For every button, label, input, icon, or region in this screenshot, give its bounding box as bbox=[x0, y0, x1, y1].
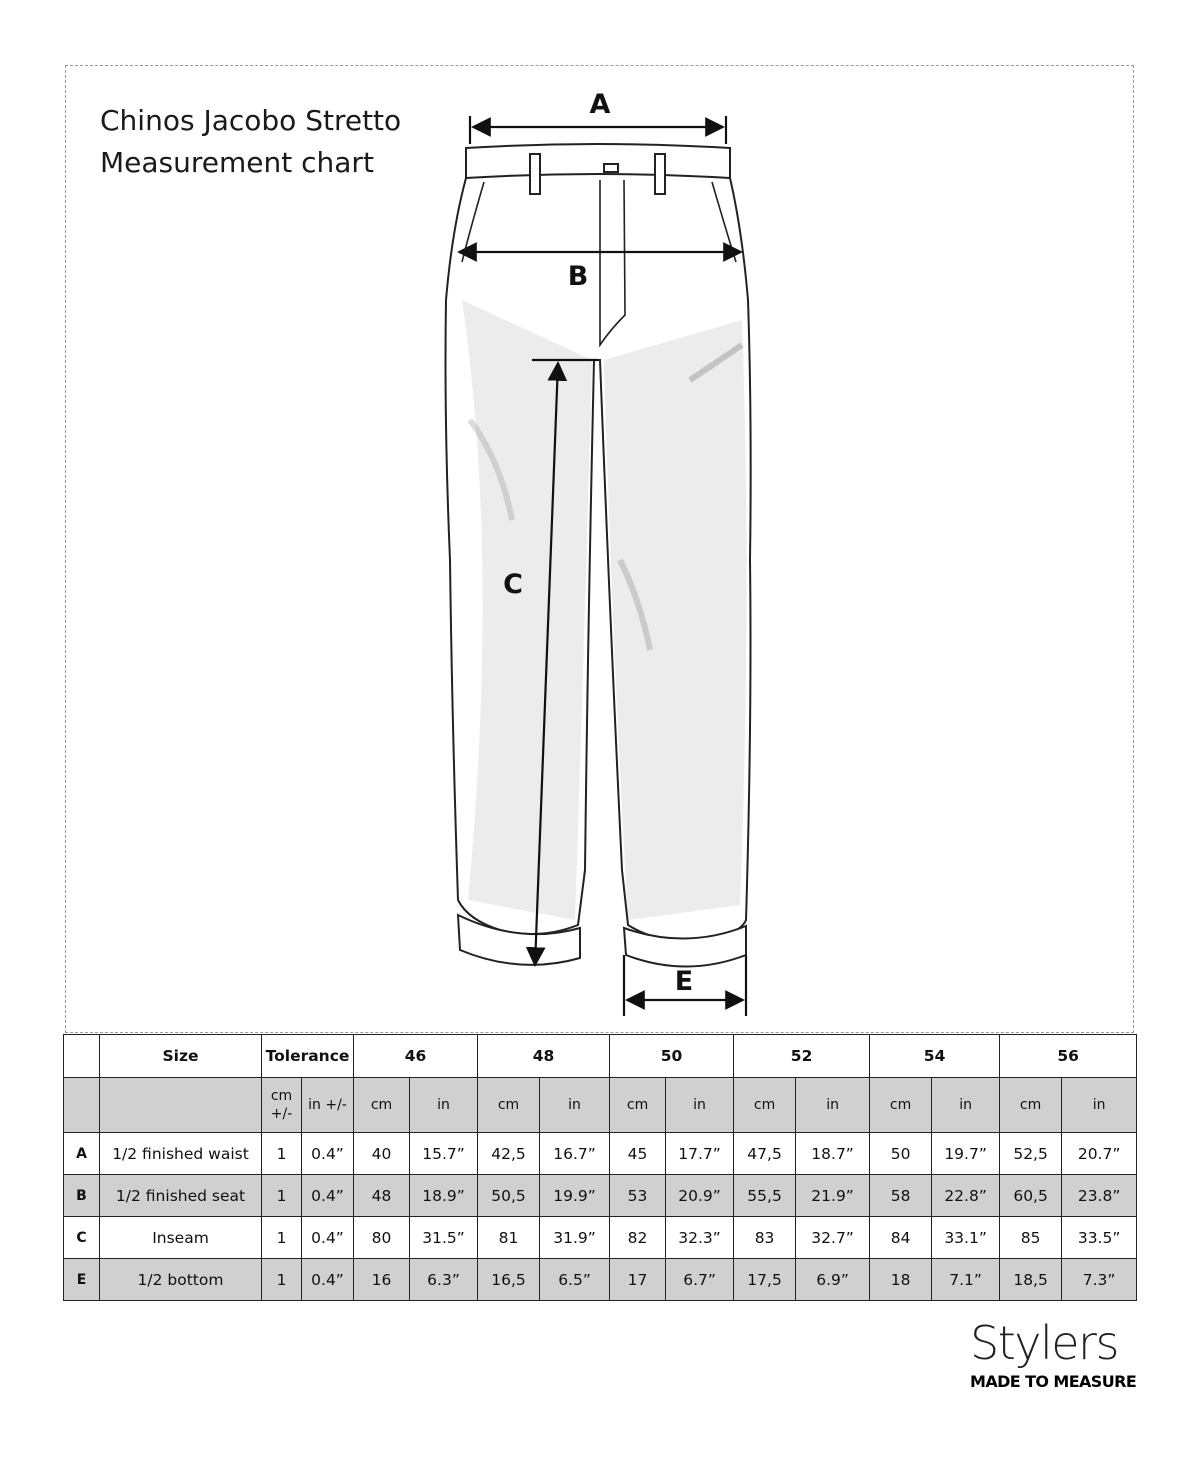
trousers-illustration bbox=[446, 144, 751, 967]
unit-in: in bbox=[1062, 1078, 1137, 1133]
unit-in: in bbox=[796, 1078, 870, 1133]
value-in: 18.7” bbox=[796, 1133, 870, 1175]
value-in: 32.3” bbox=[666, 1217, 734, 1259]
table-row bbox=[64, 1133, 1137, 1175]
brand-tagline: MADE TO MEASURE bbox=[970, 1372, 1137, 1391]
value-cm: 50 bbox=[870, 1133, 932, 1175]
unit-cm: cm bbox=[870, 1078, 932, 1133]
value-cm: 17,5 bbox=[734, 1259, 796, 1301]
table-row bbox=[64, 1175, 1137, 1217]
value-cm: 48 bbox=[354, 1175, 410, 1217]
row-tolerance-cm: 1 bbox=[262, 1175, 302, 1217]
value-in: 6.5” bbox=[540, 1259, 610, 1301]
table-row bbox=[64, 1259, 1137, 1301]
value-cm: 50,5 bbox=[478, 1175, 540, 1217]
label-b: B bbox=[567, 261, 589, 292]
row-measurement-name: 1/2 finished waist bbox=[100, 1133, 262, 1175]
unit-tol-in: in +/- bbox=[302, 1078, 354, 1133]
value-cm: 16 bbox=[354, 1259, 410, 1301]
header-size-48: 48 bbox=[478, 1035, 610, 1078]
units-code-cell bbox=[64, 1078, 100, 1133]
chart-subtitle: Measurement chart bbox=[100, 146, 374, 179]
header-size-52: 52 bbox=[734, 1035, 870, 1078]
row-measurement-name: Inseam bbox=[100, 1217, 262, 1259]
value-in: 33.1” bbox=[932, 1217, 1000, 1259]
table-body bbox=[64, 1133, 1137, 1301]
value-in: 31.5” bbox=[410, 1217, 478, 1259]
label-e: E bbox=[674, 966, 694, 997]
value-in: 32.7” bbox=[796, 1217, 870, 1259]
measurement-table bbox=[63, 1034, 1137, 1301]
value-cm: 53 bbox=[610, 1175, 666, 1217]
header-size-46: 46 bbox=[354, 1035, 478, 1078]
label-a: A bbox=[589, 89, 611, 120]
header-tolerance: Tolerance bbox=[262, 1035, 354, 1078]
value-cm: 17 bbox=[610, 1259, 666, 1301]
value-cm: 52,5 bbox=[1000, 1133, 1062, 1175]
value-cm: 42,5 bbox=[478, 1133, 540, 1175]
value-cm: 85 bbox=[1000, 1217, 1062, 1259]
header-size-56: 56 bbox=[1000, 1035, 1137, 1078]
value-cm: 47,5 bbox=[734, 1133, 796, 1175]
header-size-50: 50 bbox=[610, 1035, 734, 1078]
unit-tol-cm: cm +/- bbox=[262, 1078, 302, 1133]
value-cm: 18 bbox=[870, 1259, 932, 1301]
value-cm: 82 bbox=[610, 1217, 666, 1259]
value-cm: 18,5 bbox=[1000, 1259, 1062, 1301]
unit-in: in bbox=[410, 1078, 478, 1133]
unit-cm: cm bbox=[610, 1078, 666, 1133]
value-cm: 81 bbox=[478, 1217, 540, 1259]
table-row bbox=[64, 1217, 1137, 1259]
value-cm: 55,5 bbox=[734, 1175, 796, 1217]
unit-cm: cm bbox=[354, 1078, 410, 1133]
row-tolerance-cm: 1 bbox=[262, 1133, 302, 1175]
row-tolerance-cm: 1 bbox=[262, 1259, 302, 1301]
unit-in: in bbox=[540, 1078, 610, 1133]
value-cm: 45 bbox=[610, 1133, 666, 1175]
row-code: A bbox=[64, 1133, 100, 1175]
unit-in: in bbox=[666, 1078, 734, 1133]
value-in: 15.7” bbox=[410, 1133, 478, 1175]
product-name: Chinos Jacobo Stretto bbox=[100, 104, 402, 137]
row-code: E bbox=[64, 1259, 100, 1301]
row-measurement-name: 1/2 bottom bbox=[100, 1259, 262, 1301]
value-in: 21.9” bbox=[796, 1175, 870, 1217]
row-tolerance-in: 0.4” bbox=[302, 1259, 354, 1301]
value-in: 22.8” bbox=[932, 1175, 1000, 1217]
value-in: 7.1” bbox=[932, 1259, 1000, 1301]
value-cm: 80 bbox=[354, 1217, 410, 1259]
value-in: 19.9” bbox=[540, 1175, 610, 1217]
units-name-cell bbox=[100, 1078, 262, 1133]
value-in: 16.7” bbox=[540, 1133, 610, 1175]
value-cm: 84 bbox=[870, 1217, 932, 1259]
value-in: 31.9” bbox=[540, 1217, 610, 1259]
value-cm: 58 bbox=[870, 1175, 932, 1217]
header-size: Size bbox=[100, 1035, 262, 1078]
value-in: 23.8” bbox=[1062, 1175, 1137, 1217]
brand-name: Stylers bbox=[970, 1316, 1118, 1370]
value-in: 6.7” bbox=[666, 1259, 734, 1301]
row-code: C bbox=[64, 1217, 100, 1259]
unit-cm: cm bbox=[1000, 1078, 1062, 1133]
header-code-cell bbox=[64, 1035, 100, 1078]
row-tolerance-cm: 1 bbox=[262, 1217, 302, 1259]
row-tolerance-in: 0.4” bbox=[302, 1133, 354, 1175]
row-measurement-name: 1/2 finished seat bbox=[100, 1175, 262, 1217]
value-in: 17.7” bbox=[666, 1133, 734, 1175]
table-header-row bbox=[64, 1035, 1137, 1078]
label-c: C bbox=[503, 569, 523, 600]
row-tolerance-in: 0.4” bbox=[302, 1217, 354, 1259]
value-cm: 16,5 bbox=[478, 1259, 540, 1301]
value-in: 18.9” bbox=[410, 1175, 478, 1217]
header-size-54: 54 bbox=[870, 1035, 1000, 1078]
value-in: 6.9” bbox=[796, 1259, 870, 1301]
brand-logo bbox=[970, 1318, 1135, 1391]
unit-in: in bbox=[932, 1078, 1000, 1133]
table-units-row bbox=[64, 1078, 1137, 1133]
value-cm: 40 bbox=[354, 1133, 410, 1175]
unit-cm: cm bbox=[734, 1078, 796, 1133]
row-tolerance-in: 0.4” bbox=[302, 1175, 354, 1217]
value-in: 7.3” bbox=[1062, 1259, 1137, 1301]
value-in: 33.5” bbox=[1062, 1217, 1137, 1259]
value-in: 20.7” bbox=[1062, 1133, 1137, 1175]
value-in: 20.9” bbox=[666, 1175, 734, 1217]
value-in: 6.3” bbox=[410, 1259, 478, 1301]
value-in: 19.7” bbox=[932, 1133, 1000, 1175]
value-cm: 83 bbox=[734, 1217, 796, 1259]
unit-cm: cm bbox=[478, 1078, 540, 1133]
value-cm: 60,5 bbox=[1000, 1175, 1062, 1217]
row-code: B bbox=[64, 1175, 100, 1217]
